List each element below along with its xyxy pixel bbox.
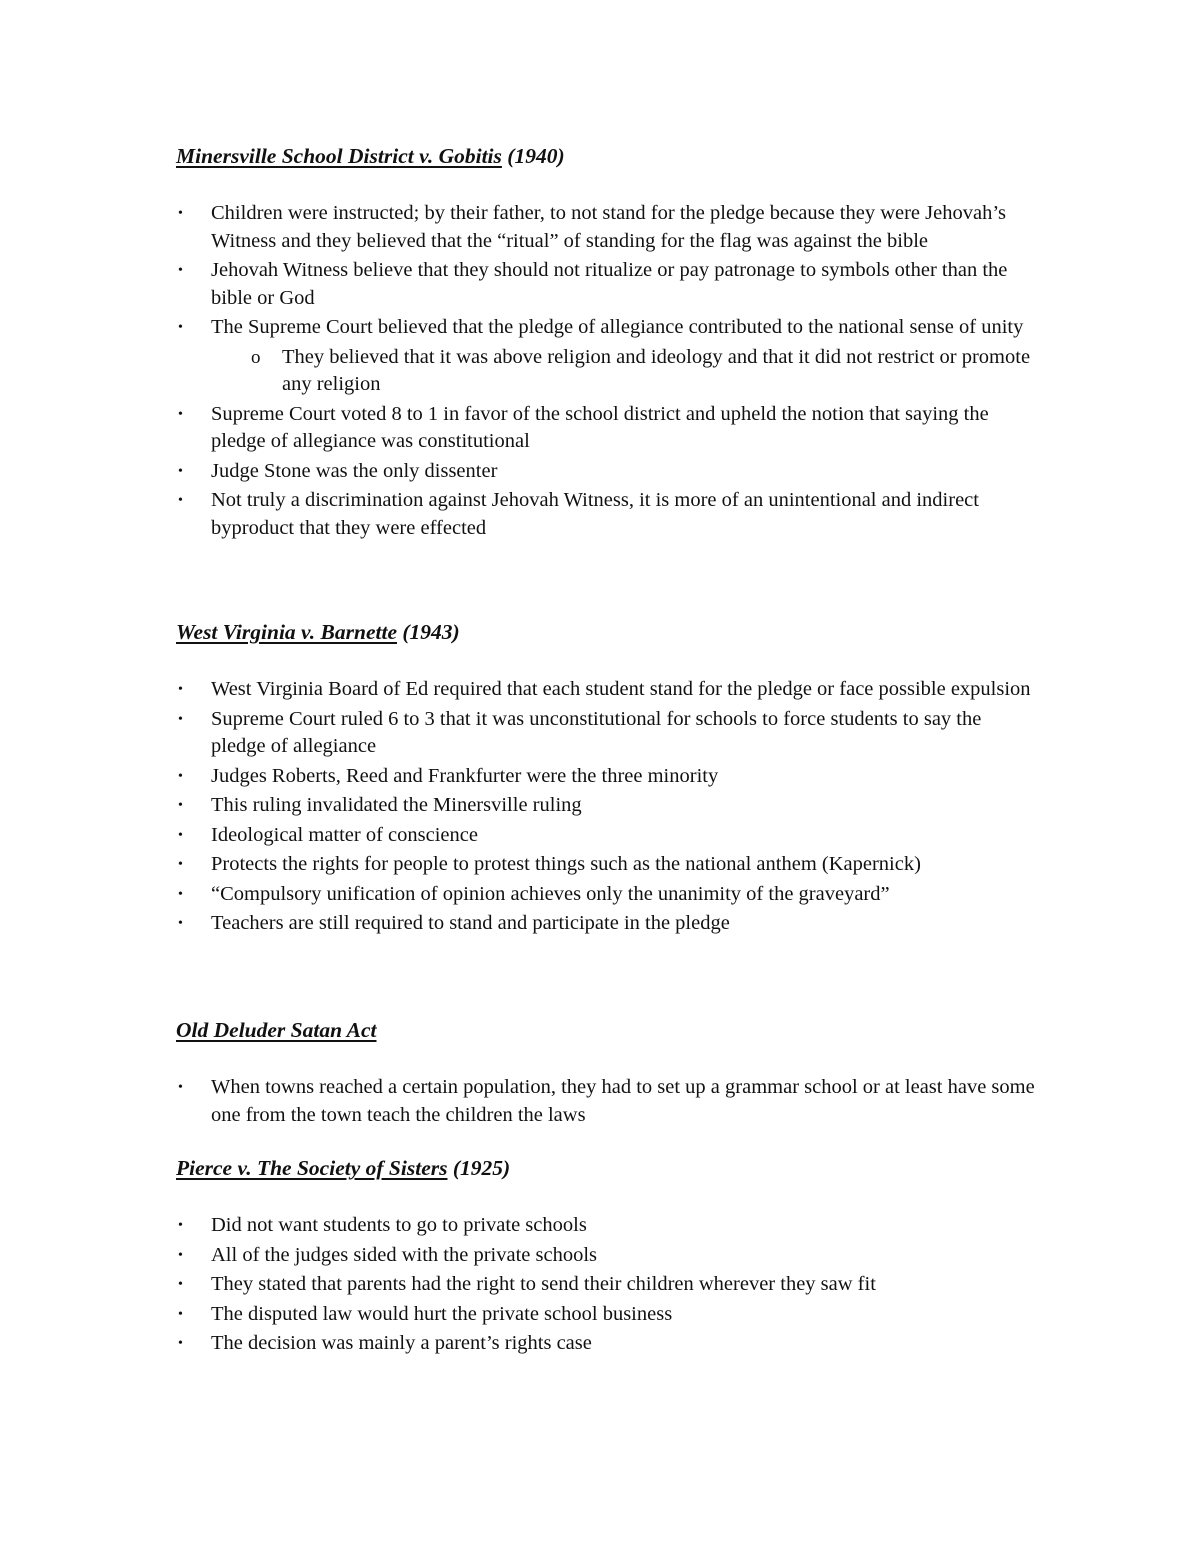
bullet-icon: • <box>178 1247 183 1263</box>
section-barnette <box>176 618 1036 940</box>
bullet-list <box>176 1212 1036 1358</box>
list-item-text: Not truly a discrimination against Jehovah Witness, it is more of an unintentional and indirect byproduct that they were effected <box>211 489 979 539</box>
sub-list-item <box>176 344 1036 399</box>
section-heading <box>176 618 1036 646</box>
case-name: Old Deluder Satan Act <box>176 1018 377 1042</box>
case-name: Minersville School District v. Gobitis <box>176 144 502 168</box>
case-name: Pierce v. The Society of Sisters <box>176 1156 448 1180</box>
list-item-text: They stated that parents had the right to send their children wherever they saw fit <box>211 1273 876 1295</box>
list-item-text: Children were instructed; by their father, to not stand for the pledge because they were Jehovah’s Witness and they believed that the “ritual” of standing for the flag was against the bible <box>211 202 1006 252</box>
list-item <box>176 706 1036 761</box>
list-item-text: Judges Roberts, Reed and Frankfurter were the three minority <box>211 764 719 787</box>
list-item <box>176 881 1036 909</box>
list-item <box>176 257 1036 312</box>
bullet-icon: • <box>178 1336 183 1351</box>
sub-list-item-text: They believed that it was above religion and ideology and that it did not restrict or promote any religion <box>282 345 1031 395</box>
case-name: West Virginia v. Barnette <box>176 620 397 644</box>
list-item-text: Supreme Court voted 8 to 1 in favor of the school district and upheld the notion that saying the pledge of allegiance was constitutional <box>211 402 989 452</box>
bullet-list <box>176 676 1036 938</box>
list-item <box>176 314 1036 342</box>
bullet-icon: • <box>178 798 183 813</box>
list-item-text: Judge Stone was the only dissenter <box>211 459 498 482</box>
list-item-text: When towns reached a certain population, they had to set up a grammar school or at least have some one from the town teach the children the laws <box>211 1076 1035 1126</box>
sub-bullet-icon: o <box>251 346 261 368</box>
list-item <box>176 200 1036 255</box>
list-item-text: Protects the rights for people to protest things such as the national anthem (Kapernick) <box>211 853 921 875</box>
bullet-icon: • <box>178 827 183 843</box>
list-item-text: The disputed law would hurt the private school business <box>211 1302 673 1325</box>
bullet-icon: • <box>178 1306 183 1322</box>
sub-bullet-list <box>176 344 1036 399</box>
list-item <box>176 458 1036 486</box>
bullet-icon: • <box>178 711 183 727</box>
bullet-icon: • <box>178 1277 183 1292</box>
list-item-text: Ideological matter of conscience <box>211 823 478 846</box>
list-item <box>176 676 1036 704</box>
bullet-icon: • <box>178 320 183 335</box>
list-item-text: The decision was mainly a parent’s rights case <box>211 1332 592 1354</box>
list-item <box>176 1242 1036 1270</box>
section-pierce <box>176 1154 1036 1360</box>
list-item <box>176 1330 1036 1358</box>
bullet-icon: • <box>178 886 183 902</box>
list-item-text: Supreme Court ruled 6 to 3 that it was unconstitutional for schools to force students to say the pledge of allegiance <box>211 707 982 757</box>
list-item-text: Jehovah Witness believe that they should not ritualize or pay patronage to symbols other than the bible or God <box>211 259 1008 309</box>
section-old-deluder-satan-act <box>176 1016 1036 1131</box>
bullet-icon: • <box>178 1218 183 1233</box>
bullet-icon: • <box>178 857 183 872</box>
bullet-icon: • <box>178 768 183 784</box>
list-item <box>176 910 1036 938</box>
list-item-text: The Supreme Court believed that the pledge of allegiance contributed to the national sense of unity <box>211 316 1024 338</box>
bullet-icon: • <box>178 263 183 278</box>
list-item <box>176 1212 1036 1240</box>
case-year: (1925) <box>452 1156 511 1180</box>
list-item <box>176 822 1036 850</box>
list-item-text: All of the judges sided with the private schools <box>211 1243 598 1266</box>
bullet-icon: • <box>178 406 183 422</box>
list-item-text: Did not want students to go to private schools <box>211 1214 587 1236</box>
bullet-list <box>176 200 1036 342</box>
bullet-icon: • <box>178 463 183 479</box>
list-item-text: This ruling invalidated the Minersville ruling <box>211 794 582 816</box>
bullet-icon: • <box>178 682 183 697</box>
list-item <box>176 401 1036 456</box>
bullet-icon: • <box>178 916 183 931</box>
list-item <box>176 1074 1036 1129</box>
case-year: (1943) <box>402 620 460 644</box>
list-item <box>176 763 1036 791</box>
bullet-icon: • <box>178 206 183 221</box>
bullet-list-continued <box>176 401 1036 543</box>
section-heading <box>176 1016 1036 1044</box>
list-item <box>176 792 1036 820</box>
section-gobitis <box>176 142 1036 544</box>
section-heading <box>176 1154 1036 1182</box>
list-item <box>176 487 1036 542</box>
bullet-list <box>176 1074 1036 1129</box>
list-item <box>176 1271 1036 1299</box>
list-item <box>176 1301 1036 1329</box>
bullet-icon: • <box>178 493 183 508</box>
case-year: (1940) <box>507 144 565 168</box>
section-heading <box>176 142 1036 170</box>
list-item-text: “Compulsory unification of opinion achieves only the unanimity of the graveyard” <box>211 882 890 905</box>
list-item-text: West Virginia Board of Ed required that each student stand for the pledge or face possible expulsion <box>211 678 1031 700</box>
list-item <box>176 851 1036 879</box>
list-item-text: Teachers are still required to stand and participate in the pledge <box>211 912 730 934</box>
bullet-icon: • <box>178 1080 183 1095</box>
